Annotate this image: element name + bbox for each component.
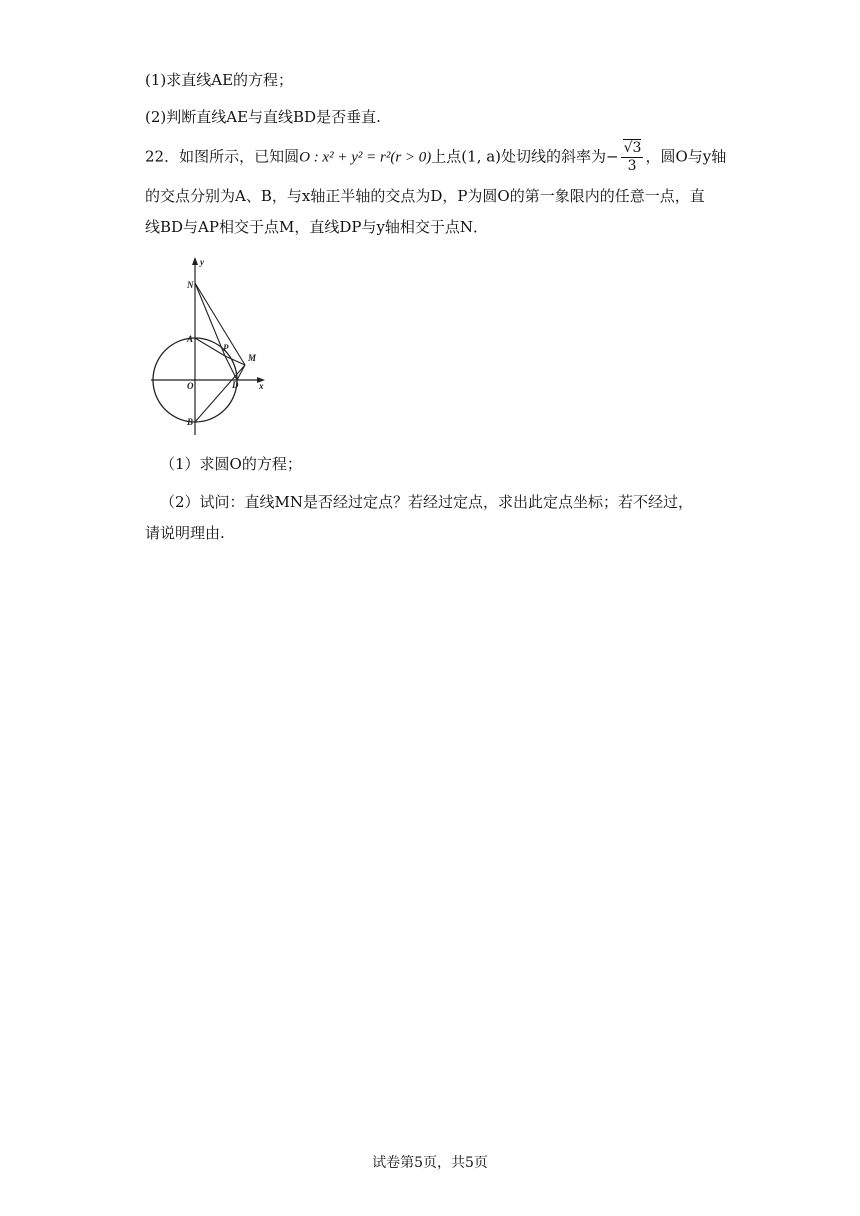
q22-line1 [145,140,726,175]
slope-sign: − [606,147,619,166]
y-axis-arrow [192,257,198,265]
circle-equation: O : x² + y² = r²(r > 0) [299,149,432,166]
label-n: N [187,280,194,290]
slope-denominator: 3 [627,158,637,174]
line-np [195,283,225,356]
q22-sub2b: 请说明理由. [145,524,225,542]
slope-fraction [621,140,644,175]
q22-line3: 线BD与AP相交于点M，直线DP与y轴相交于点N． [145,218,489,236]
q22-intro-c: 处切线的斜率为 [501,147,607,166]
geometry-figure [143,255,273,435]
q22-intro-d: ，圆O与y轴 [645,147,727,166]
q22-intro-b: 上点 [431,147,462,166]
label-d: D [232,380,239,390]
slope-sqrt: √3 [623,140,642,156]
q21-part2: (2)判断直线AE与直线BD是否垂直. [145,108,381,126]
q22-sub1: （1）求圆O的方程； [160,455,302,473]
q22-sub2a: （2）试问：直线MN是否经过定点？若经过定点，求出此定点坐标；若不经过， [160,493,694,511]
slope-numerator [621,140,644,158]
page-footer: 试卷第5页，共5页 [372,1155,488,1171]
point: (1, a) [461,147,502,166]
label-x: x [259,381,264,391]
label-a: A [187,334,194,344]
question-number: 22 [145,147,165,166]
q21-part1: (1)求直线AE的方程； [145,71,294,89]
label-p: P [223,343,229,353]
label-m: M [248,353,257,363]
label-y: y [200,257,204,267]
q22-line2: 的交点分别为A、B，与x轴正半轴的交点为D，P为圆O的第一象限内的任意一点，直 [145,187,705,205]
label-b: B [187,417,194,427]
label-o: O [187,381,194,391]
q22-intro-a: ．如图所示，已知圆 [164,147,300,166]
